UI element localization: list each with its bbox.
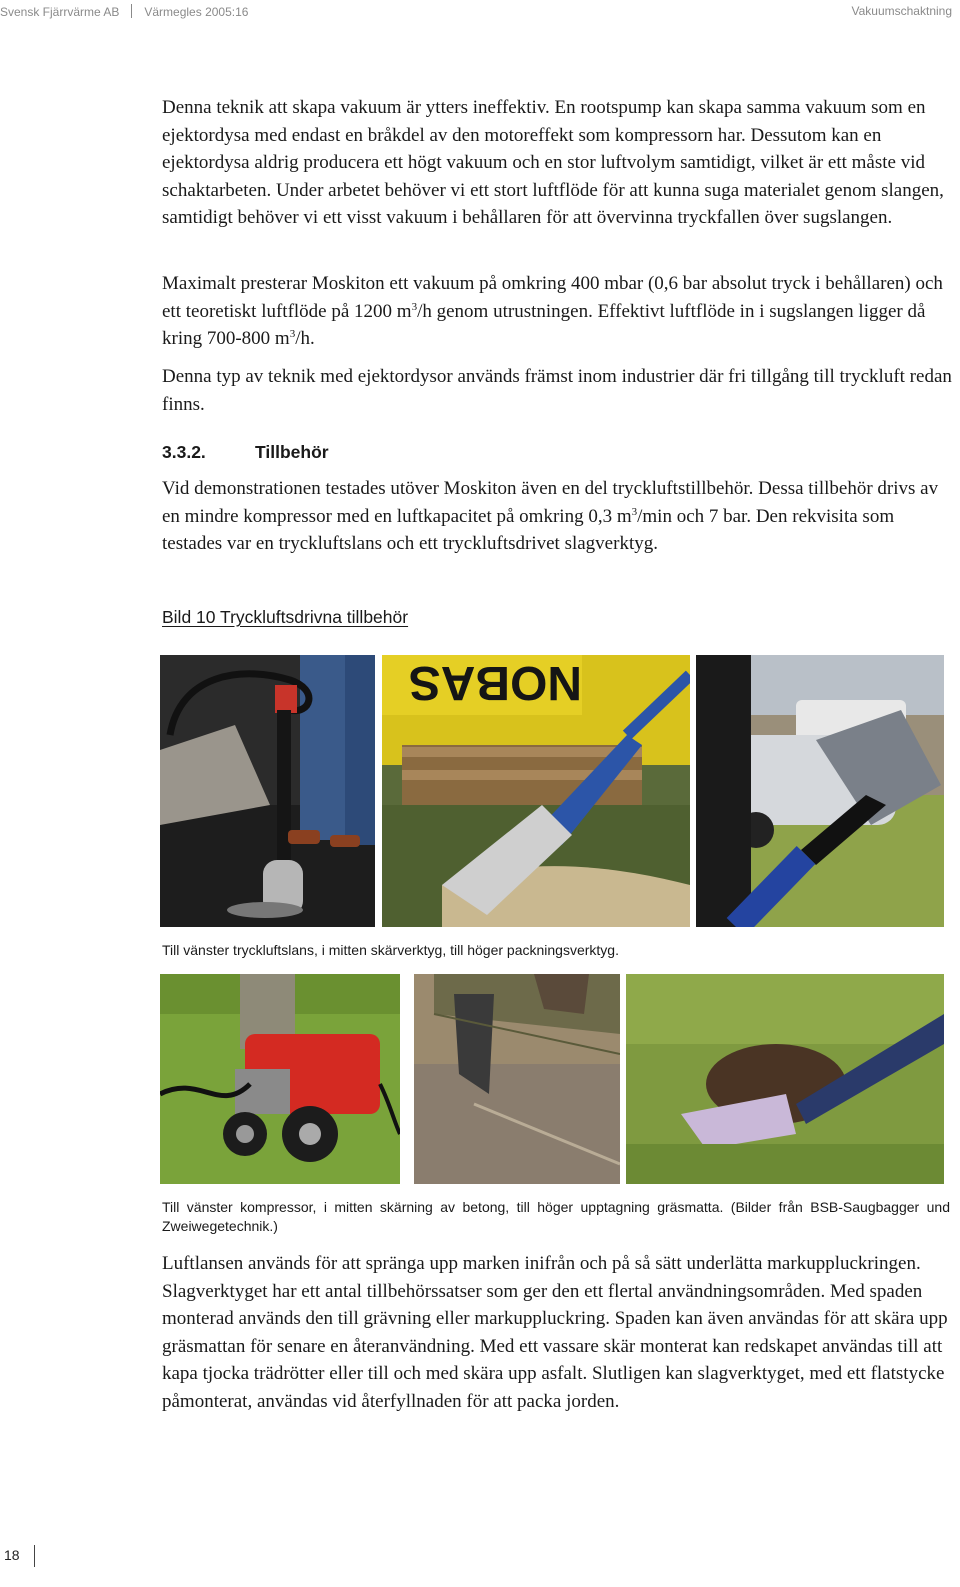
photo-cutting-tool [382, 655, 690, 927]
header-company: Svensk Fjärrvärme AB [0, 5, 120, 19]
paragraph-moskiton-capacity: Maximalt presterar Moskiton ett vakuum på omkring 400 mbar (0,6 bar absolut tryck i behållaren) och ett teoretiskt luftflöde på 1200 $m^3/h$ genom utrustningen. Effektivt luftflöde in i sugslangen ligger då kring 700-800 $m^3/h$. [162, 273, 943, 349]
page-header [0, 4, 960, 24]
photo-packing-tool [696, 655, 944, 927]
page-footer [4, 1547, 20, 1563]
sign-text: NOBAS [408, 656, 582, 709]
photo-compressor [160, 974, 400, 1184]
paragraph-ejektor: Denna teknik att skapa vakuum är ytters ineffektiv. En rootspump kan skapa samma vakuum som en ejektordysa med endast en bråkdel av den motoreffekt som kompressorn har. Dessutom kan en ejektordysa aldrig producera ett högt vakuum och en stor luftvolym samtidigt, vilket är ett måste vid schaktarbeten. Under arbetet behöver vi ett stort luftflöde för att kunna suga materialet genom slangen, samtidigt behöver vi ett visst vakuum i behållaren för att övervinna tryckfallen över sugslangen. [162, 97, 944, 228]
header-series: Värmegles 2005:16 [144, 5, 249, 19]
photo-lawn-lifting [626, 974, 944, 1184]
figure-caption-2: Till vänster kompressor, i mitten skärning av betong, till höger upptagning gräsmatta. (Bilder från BSB-Saugbagger und Zweiwegetechnik.) [162, 1199, 950, 1234]
paragraph-accessories: Vid demonstrationen testades utöver Moskiton även en del tryckluftstillbehör. Dessa tillbehör drivs av en mindre kompressor med en luftkapacitet på omkring 0,3 $m^3/\min$ och 7 bar. Den rekvisita som testades var en tryckluftslans och ett tryckluftsdrivet slagverktyg. [162, 478, 939, 554]
photo-concrete-cutting [414, 974, 620, 1184]
figure-caption-1: Till vänster tryckluftslans, i mitten skärverktyg, till höger packningsverktyg. [162, 942, 619, 958]
photo-air-lance [160, 655, 375, 927]
header-divider [131, 4, 132, 18]
section-title: Tillbehör [255, 442, 329, 462]
footer-divider [34, 1545, 35, 1567]
figure-title: Bild 10 Tryckluftsdrivna tillbehör [162, 607, 409, 627]
page-number: 18 [4, 1547, 20, 1563]
header-section: Vakuumschaktning [851, 4, 952, 18]
section-heading [162, 442, 329, 463]
paragraph-usage: Luftlansen används för att spränga upp marken inifrån och på så sätt underlätta markuppluckringen. Slagverktyget har ett antal tillbehörssatser som ger den ett flertal användningsområden. Med spaden monterad används den till grävning eller markuppluckring. Spaden kan även användas för att skära upp gräsmattan för senare en återanvändning. Med ett vassare skär monterat kan redskapet användas till att kapa tjocka trädrötter eller till och med skära upp asfalt. Slutligen kan slagverktyget, med ett flatstycke påmonterat, användas vid återfyllnaden för att packa jorden. [162, 1253, 948, 1412]
paragraph-industry: Denna typ av teknik med ejektordysor används främst inom industrier där fri tillgång till tryckluft redan finns. [162, 366, 952, 415]
section-number: 3.3.2. [162, 442, 206, 462]
